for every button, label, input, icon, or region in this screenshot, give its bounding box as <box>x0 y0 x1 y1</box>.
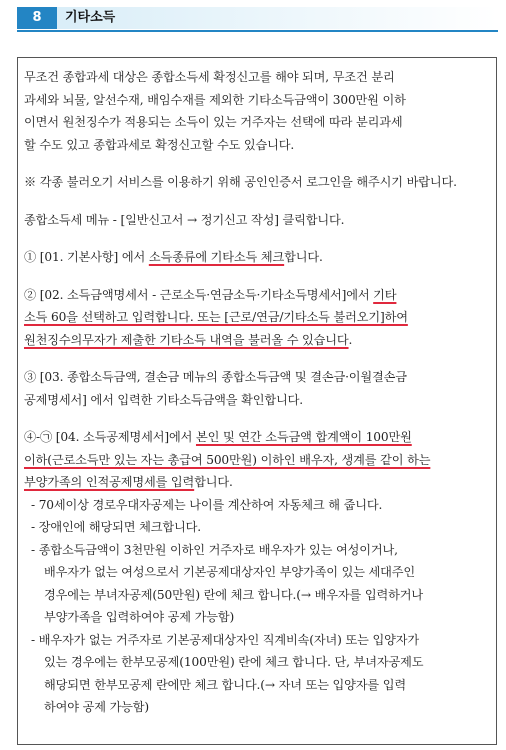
paragraph-intro <box>24 66 490 156</box>
text-line: 할 수도 있고 종합과세로 확정신고할 수도 있습니다. <box>24 137 295 152</box>
underlined-text: 소득종류에 기타소득 체크 <box>148 250 285 264</box>
paragraph-menu <box>24 209 490 232</box>
text-line: ③ [03. 종합소득금액, 결손금 메뉴의 종합소득금액 및 결손금·이월결손금 <box>24 370 407 384</box>
paragraph-notice <box>24 171 490 194</box>
text-segment: ① [01. 기본사항] 에서 <box>24 250 149 264</box>
header-divider <box>17 30 498 32</box>
text-segment: ② [02. 소득금액명세서 - 근로소득·연금소득·기타소득명세서]에서 <box>24 287 374 302</box>
bullet-list <box>24 494 490 719</box>
text-line: 종합소득세 메뉴 - [일반신고서 → 정기신고 작성] 클릭합니다. <box>24 212 345 227</box>
underlined-text: 소득 60을 선택하고 입력합니다. 또는 [근로/연금/기타소득 불러오기]하여 <box>24 310 408 324</box>
list-item: - 종합소득금액이 3천만원 이하인 거주자로 배우자가 있는 여성이거나, <box>31 542 398 557</box>
list-item-continuation: 경우에는 부녀자공제(50만원) 란에 체크 합니다.(→ 배우자를 입력하거나 <box>44 587 423 602</box>
section-header <box>17 7 498 29</box>
underlined-text: 원천징수의무자가 제출한 기타소득 내역을 불러올 수 있습니다 <box>24 332 349 347</box>
section-number: 8 <box>17 7 57 29</box>
underlined-text: 기타 <box>373 287 397 302</box>
paragraph-step-1 <box>24 246 490 269</box>
text-segment: 합니다. <box>284 250 323 264</box>
list-item-continuation: 있는 경우에는 한부모공제(100만원) 란에 체크 합니다. 단, 부녀자공제도 <box>44 655 424 669</box>
list-item-continuation: 해당되면 한부모공제 란에만 체크 합니다.(→ 자녀 또는 입양자를 입력 <box>44 677 407 692</box>
list-item: - 배우자가 없는 거주자로 기본공제대상자인 직계비속(자녀) 또는 입양자가 <box>31 632 419 647</box>
list-item-continuation: 부양가족을 입력하여야 공제 가능함) <box>44 610 235 624</box>
text-line: ※ 각종 불러오기 서비스를 이용하기 위해 공인인증서 로그인을 해주시기 바랍니다. <box>24 175 457 189</box>
text-line: 과세와 뇌물, 알선수재, 배임수재를 제외한 기타소득금액이 300만원 이하 <box>24 92 406 107</box>
section-title: 기타소득 <box>65 10 116 25</box>
text-segment: ④-㉠ [04. 소득공제명세서]에서 <box>24 430 196 444</box>
text-line: 이면서 원천징수가 적용되는 소득이 있는 거주자는 선택에 따라 분리과세 <box>24 115 403 129</box>
content-body <box>24 66 490 719</box>
underlined-text: 이하(근로소득만 있는 자는 총급여 500만원) 이하인 배우자, 생계를 같이 하는 <box>24 452 431 467</box>
list-item-continuation: 하여야 공제 가능함) <box>44 700 150 714</box>
list-item: - 70세이상 경로우대자공제는 나이를 계산하여 자동체크 해 줍니다. <box>31 497 383 512</box>
paragraph-step-2 <box>24 284 490 352</box>
text-line: 무조건 종합과세 대상은 종합소득세 확정신고를 해야 되며, 무조건 분리 <box>24 70 395 84</box>
list-item: - 장애인에 해당되면 체크합니다. <box>31 520 201 534</box>
text-segment: . <box>348 332 353 347</box>
text-segment: 합니다. <box>194 475 233 489</box>
underlined-text: 본인 및 연간 소득금액 합계액이 100만원 <box>195 430 412 444</box>
paragraph-step-3 <box>24 366 490 411</box>
underlined-text: 부양가족의 인적공제명세를 입력 <box>24 475 195 489</box>
text-line: 공제명세서] 에서 입력한 기타소득금액을 확인합니다. <box>24 392 303 407</box>
paragraph-step-4 <box>24 426 490 494</box>
list-item-continuation: 배우자가 없는 여성으로서 기본공제대상자인 부양가족이 있는 세대주인 <box>44 565 416 579</box>
